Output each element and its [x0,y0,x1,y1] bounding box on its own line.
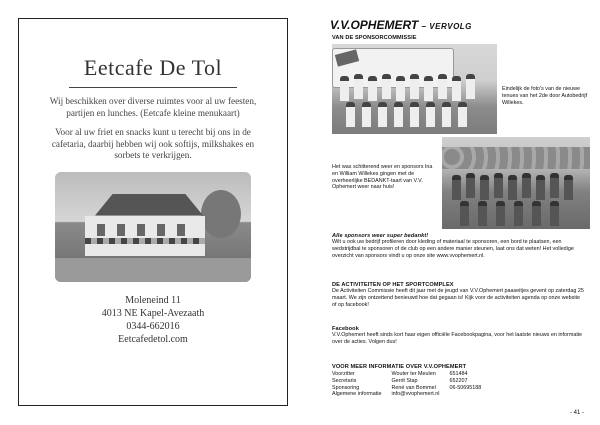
advertisement [18,18,288,406]
window-shape [157,224,165,236]
contact-email: info@vvophemert.nl [391,391,440,398]
player-shape [442,102,451,127]
player-shape [508,175,517,200]
player-shape [362,102,371,127]
photo-caption-2: Het was schitterend weer en sponsors Ina en William Willekes gingen met de overheerlijke BEDANKT-taart van V.V. Ophemert weer naar huis! [332,164,433,191]
table-row [332,385,491,392]
player-shape [452,175,461,200]
player-shape [396,76,405,101]
awning-shape [85,238,205,244]
contact-name: Wouter ter Meulen [391,371,436,377]
player-shape [494,173,503,198]
player-shape [368,76,377,101]
sponsor-thanks [332,233,586,259]
activities-text: De Activiteiten Commissie heeft dit jaar met de jeugd van V.V.Ophemert paaseitjes gevent op zaterdag 25 maart. We zijn ontzettend benieuwd hoe dat gegaan is! Kijk voor de activiteiten agenda op onze website of op facebook! [332,288,584,308]
contact-phone: 06-50695188 [449,384,482,391]
contact-name: René van Bommel [391,384,436,391]
team-photo-2 [442,137,590,229]
player-shape [410,74,419,99]
ad-paragraph-1: Wij beschikken over diverse ruimtes voor al uw feesten, partijen en lunches. (Eetcafe kleine menukaart) [49,96,257,118]
contact-phone [449,391,491,398]
player-shape [424,76,433,101]
page-title-subtitle: – VERVOLG [421,22,472,31]
newsletter-page [330,0,590,425]
player-shape [550,173,559,198]
team-photo-1 [332,44,497,134]
activities-heading: DE ACTIVITEITEN OP HET SPORTCOMPLEX [332,282,454,288]
facebook-section [332,326,586,346]
player-shape [452,76,461,101]
player-shape [466,173,475,198]
window-shape [97,224,105,236]
contact-phone: 652207 [449,377,468,384]
ad-title: Eetcafe De Tol [83,55,223,80]
player-shape [536,175,545,200]
contact-role: Sponsoring [332,384,360,391]
page-title [330,18,472,32]
player-shape [394,102,403,127]
ad-website: Eetcafedetol.com [118,333,188,345]
photo-caption-1: Eindelijk de foto's van de nieuwe tenues van het 2de door Autobedrijf Willekes. [502,86,588,106]
player-shape [514,201,523,226]
ad-divider [69,87,237,88]
ad-street: Moleneind 11 [125,294,181,306]
contact-table [332,371,491,398]
facebook-text: V.V.Ophemert heeft sinds kort haar eigen officiële Facebookpagina, voor het laatste nieuws en informatie over de acties. Volgen dus! [332,332,583,345]
player-shape [354,74,363,99]
ad-paragraph-2: Voor al uw friet en snacks kunt u terecht bij ons in de cafetaria, daarbij hebben wij ook softijs, milkshakes en sorbets te verkrijgen. [51,127,255,160]
player-shape [438,74,447,99]
contact-role: Voorzitter [332,371,355,377]
page-number: - 41 - [569,410,584,416]
window-shape [137,224,145,236]
window-shape [117,224,125,236]
player-shape [460,201,469,226]
player-shape [532,201,541,226]
page-title-main: V.V.OPHEMERT [330,18,419,32]
thanks-heading: Alle sponsors weer super bedankt! [332,233,429,239]
player-shape [382,74,391,99]
building-shape [85,216,205,256]
road-shape [55,258,251,282]
player-shape [458,102,467,127]
player-shape [346,102,355,127]
ad-city: 4013 NE Kapel-Avezaath [101,307,205,319]
roof-shape [83,194,203,216]
window-shape [177,224,185,236]
player-shape [496,201,505,226]
player-shape [522,173,531,198]
thanks-text: Wilt u ook uw bedrijf profileren door kleding of materiaal te sponsoren, een bord te plaatsen, een wedstrijdbal te sponsoren of de club op een andere manier steunen, laat ons dat weten! Het volledige overzicht van sponsors vindt u op onze site www.vvophemert.nl. [332,239,574,259]
player-shape [478,201,487,226]
player-shape [550,201,559,226]
contact-heading: VOOR MEER INFORMATIE OVER V.V.OPHEMERT [332,364,467,370]
table-row [332,378,491,385]
contact-role: Algemene informatie [332,391,382,398]
player-shape [564,175,573,200]
table-row [332,391,491,398]
trees-shape [442,147,590,169]
player-shape [378,102,387,127]
contact-phone: 651484 [449,371,468,377]
ad-phone: 0344-662016 [126,320,180,332]
cafe-photo [55,172,251,282]
contact-role: Secretaris [332,377,357,384]
contact-name: Gerrit Stap [391,377,418,384]
tree-shape [201,190,241,238]
table-row [332,371,491,378]
activities-section [332,282,586,308]
player-shape [410,102,419,127]
facebook-heading: Facebook [332,326,359,332]
player-shape [340,76,349,101]
ad-address-block [19,294,287,346]
player-shape [466,74,475,99]
player-shape [480,175,489,200]
player-shape [426,102,435,127]
sponsor-heading: VAN DE SPONSORCOMMISSIE [332,35,417,41]
